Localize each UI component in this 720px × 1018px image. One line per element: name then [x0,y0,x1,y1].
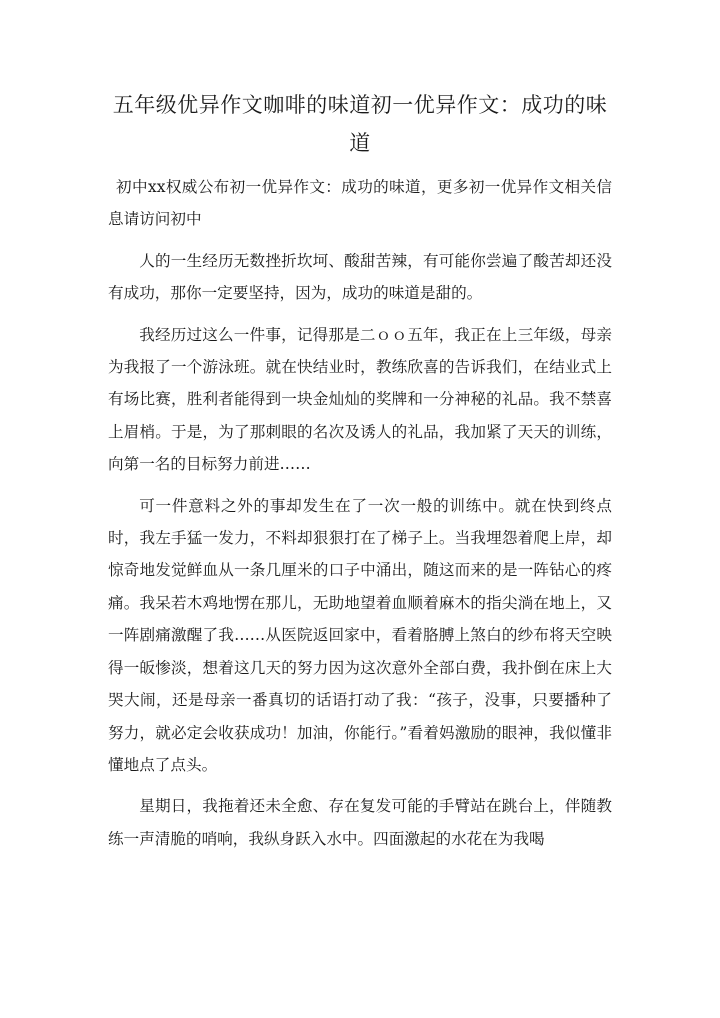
intro-paragraph: 初中xx权威公布初一优异作文：成功的味道，更多初一优异作文相关信息请访问初中 [108,178,612,229]
paragraph-2: 我经历过这么一件事，记得那是二ｏｏ五年，我正在上三年级，母亲为我报了一个游泳班。就在快结业时，教练欣喜的告诉我们，在结业式上有场比赛，胜利者能得到一块金灿灿的奖牌和一分神秘的礼品。我不禁喜上眉梢。于是，为了那刺眼的名次及诱人的礼品，我加紧了天天的训练，向第一名的目标努力前进…… [108,325,612,474]
paragraph-3: 可一件意料之外的事却发生在了一次一般的训练中。就在快到终点时，我左手猛一发力，不料却狠狠打在了梯子上。当我埋怨着爬上岸，却惊奇地发觉鲜血从一条几厘米的口子中涌出，随这而来的是一阵钻心的疼痛。我呆若木鸡地愣在那儿，无助地望着血顺着麻木的指尖淌在地上，又一阵剧痛激醒了我……从医院返回家中，看着胳膊上煞白的纱布将天空映得一皈惨淡，想着这几天的努力因为这次意外全部白费，我扑倒在床上大哭大闹，还是母亲一番真切的话语打动了我：“孩子，没事，只要播种了努力，就必定会收获成功！加油，你能行。”看着妈激励的眼神，我似懂非懂地点了点头。 [108,496,612,774]
document-title: 五年级优异作文咖啡的味道初一优异作文：成功的味道 [112,93,608,155]
paragraph-1: 人的一生经历无数挫折坎坷、酸甜苦辣，有可能你尝遍了酸苦却还没有成功，那你一定要坚持，因为，成功的味道是甜的。 [108,251,612,303]
paragraph-4: 星期日，我拖着还未全愈、存在复发可能的手臂站在跳台上，伴随教练一声清脆的哨响，我纵身跃入水中。四面激起的水花在为我喝 [108,797,612,848]
document-body [108,171,612,855]
